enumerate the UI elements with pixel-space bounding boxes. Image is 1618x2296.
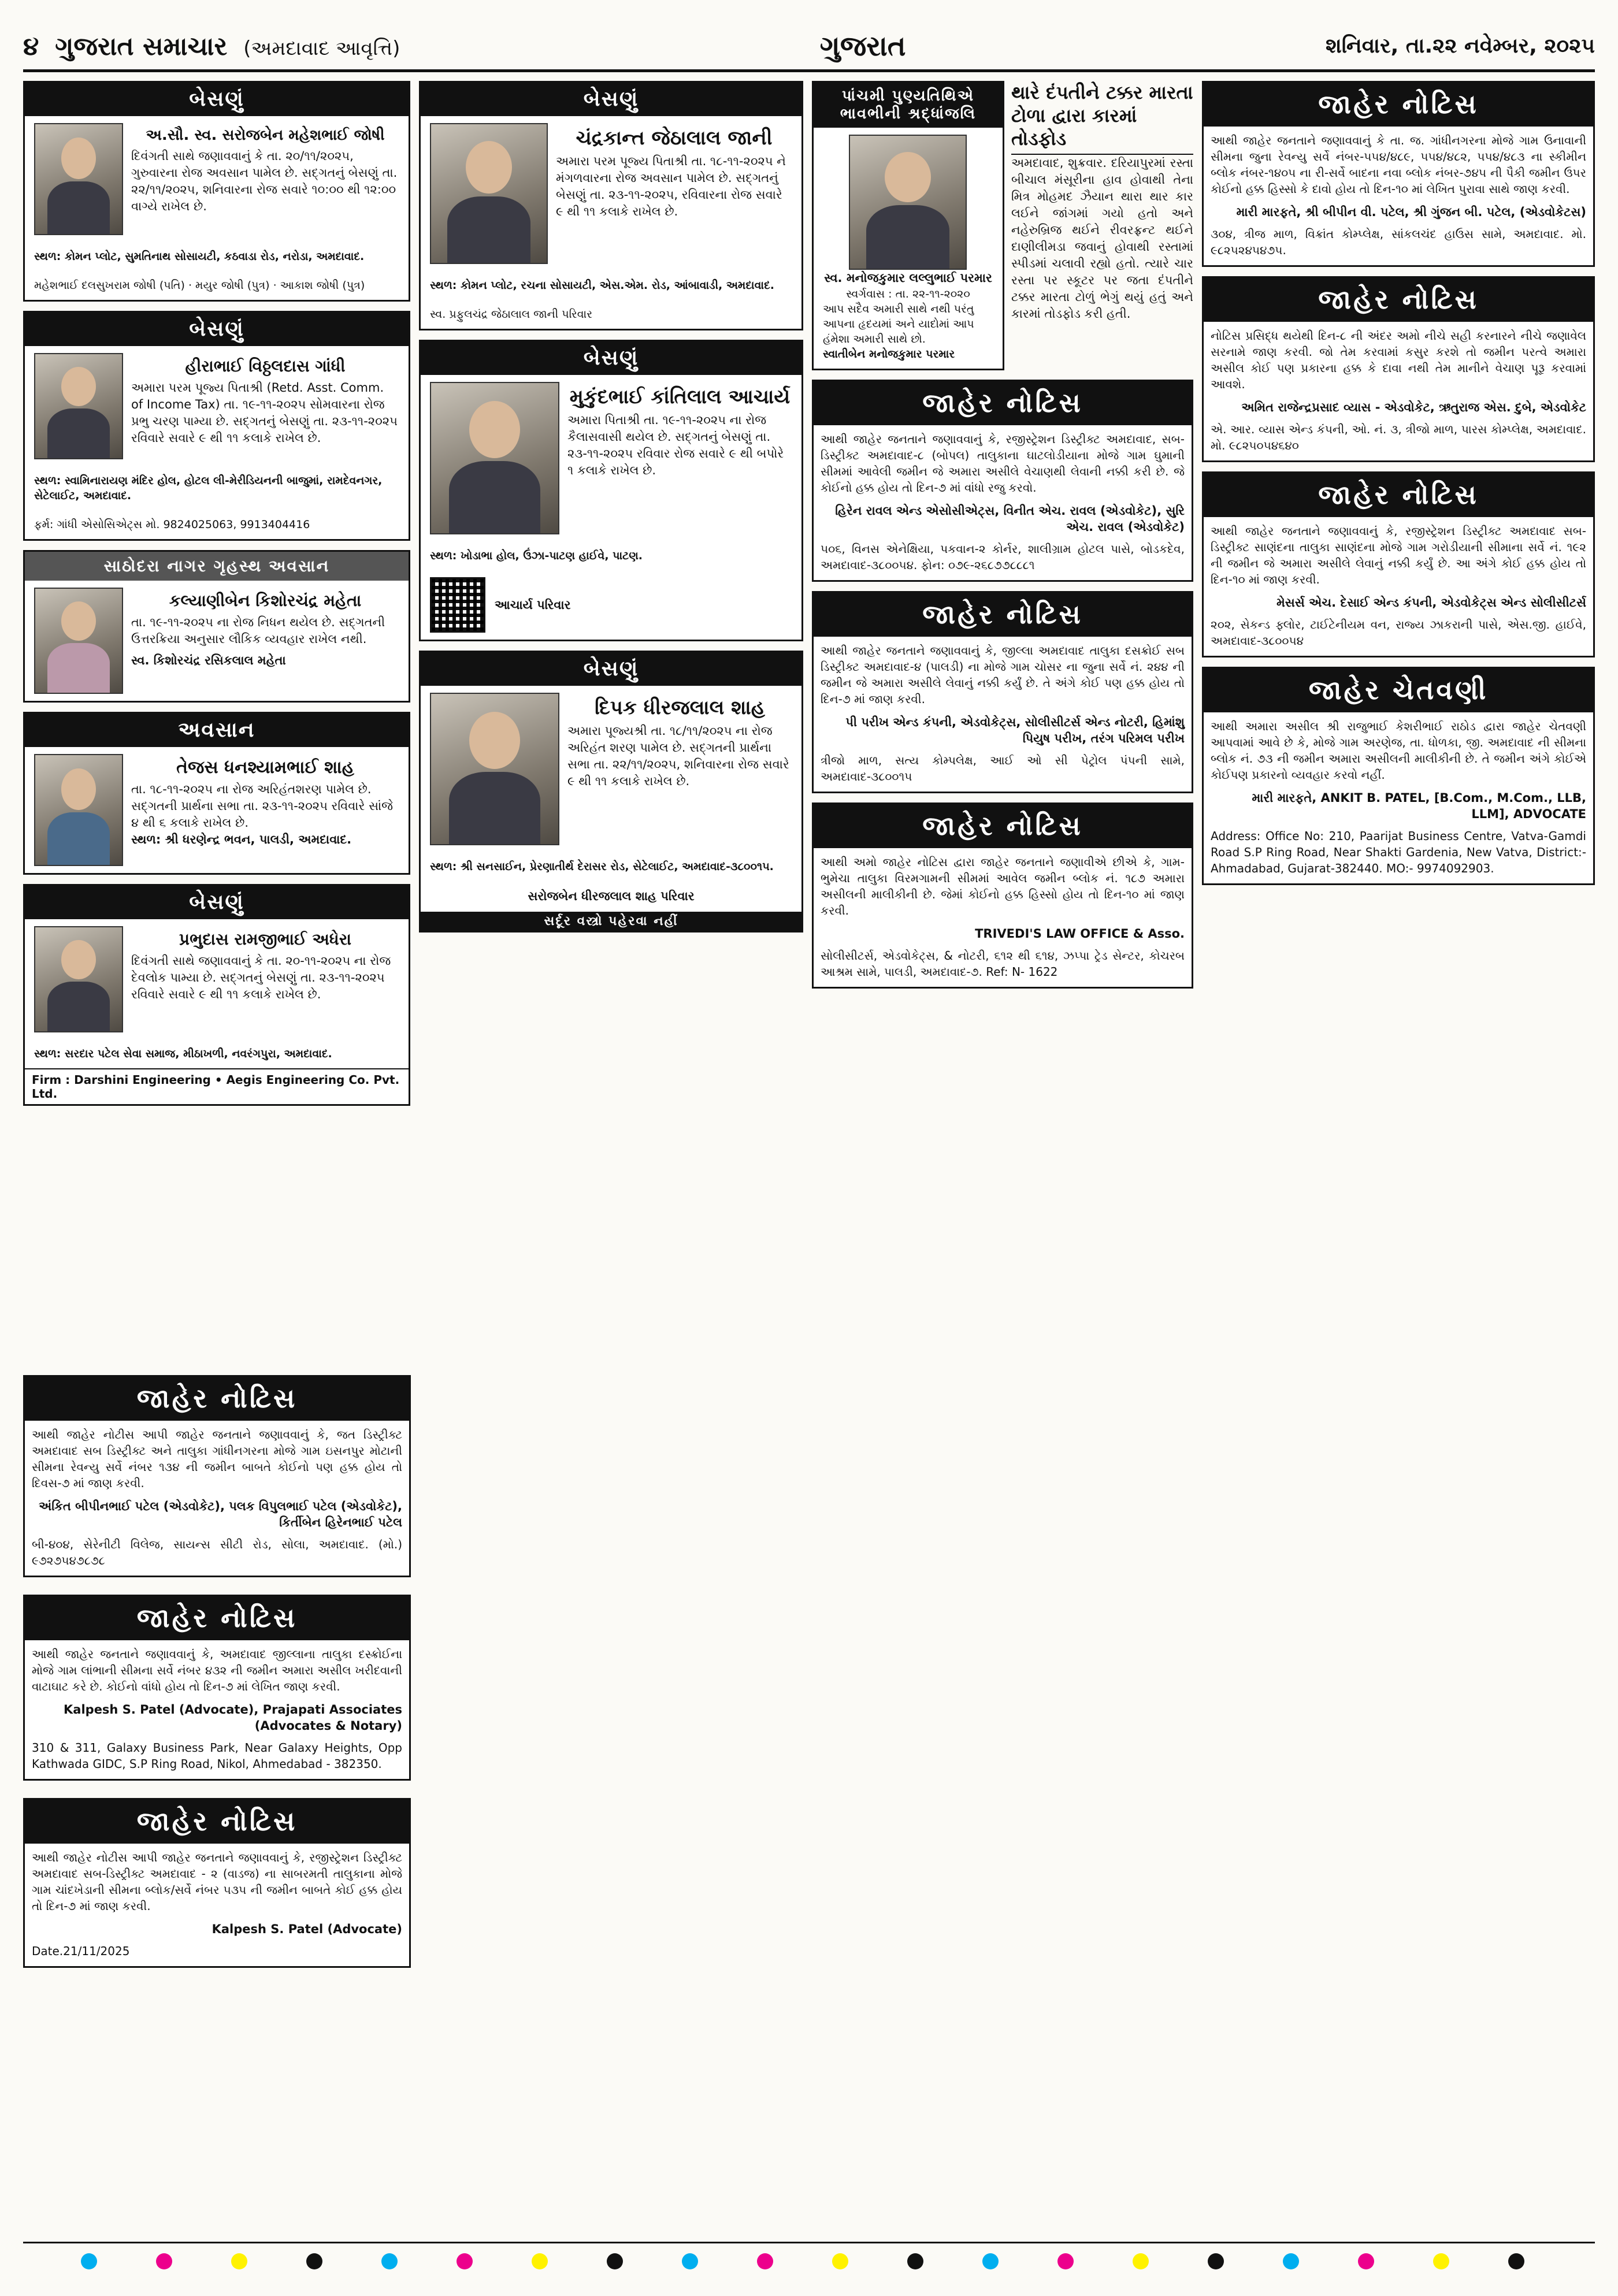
notice-title: જાહેર નોટિસ xyxy=(1204,278,1593,322)
notice-body: આથી જાહેર જનતાને જણાવવાનું કે, જીલ્લા અમદાવાદ તાલુકા દસક્રોઈ સબ ડિસ્ટ્રીક્ટ અમદાવાદ-૪ (પાલડી) ના મોજે ગામ ચોસર ના જુના સર્વે નં. ૨૪૪ ની જમીન જે અમારા અસીલે લેવાનું નક્કી કર્યું છે. તે અંગે કોઈ પણ હક્ક હોય તો દિન-૭ માં જાણ કરવી. xyxy=(821,644,1185,706)
registration-dot xyxy=(1133,2253,1149,2269)
registration-dot xyxy=(231,2253,247,2269)
public-notice xyxy=(812,591,1193,793)
notice-body: આથી જાહેર નોટીસ આપી જાહેર જનતાને જણાવવાનું કે, જત ડિસ્ટ્રીક્ટ અમદાવાદ સબ ડિસ્ટ્રીક્ટ અને તાલુકા ગાંધીનગરના મોજે ગામ ઇસનપુર મોટાની સીમના રેવન્યુ સર્વે નંબર ૧૩૪ ની જમીન બાબતે કોઈનો પણ હક્ક હોય તો દિવસ-૭ માં જાણ કરવી. xyxy=(32,1428,402,1490)
obituary-venue: સ્થળ: સ્વામિનારાયણ મંદિર હોલ, હોટલ લી-મેરીડિયનની બાજુમાં, રામદેવનગર, સેટેલાઈટ, અમદાવાદ. xyxy=(34,474,383,502)
obituary-name: કલ્યાણીબેન કિશોરચંદ્ર મહેતા xyxy=(169,591,362,610)
registration-dot xyxy=(1208,2253,1224,2269)
registration-dot xyxy=(1508,2253,1524,2269)
notice-title: જાહેર નોટિસ xyxy=(25,1596,409,1640)
obituary-family: સરોજબેન ધીરજલાલ શાહ પરિવાર xyxy=(528,889,695,903)
tribute-dates: સ્વર્ગવાસ : તા. ૨૨-૧૧-૨૦૨૦ xyxy=(846,288,970,300)
registration-dot xyxy=(457,2253,473,2269)
notice-body: આથી જાહેર નોટીસ આપી જાહેર જનતાને જણાવવાનું કે, રજીસ્ટ્રેશન ડિસ્ટ્રીક્ટ અમદાવાદ સબ-ડિસ્ટ્રીક્ટ અમદાવાદ - ૨ (વાડજ) ના સાબરમતી તાલુકાના મોજે ગામ ચાંદખેડાની સીમના બ્લોક/સર્વે નંબર ૫૩૫ ની જમીન બાબતે કોઈ હક્ક હોય તો દિન-૭ માં જાણ કરવી. xyxy=(32,1851,402,1913)
obituary-card xyxy=(419,340,803,641)
registration-dot xyxy=(532,2253,548,2269)
notice-address: એ. આર. વ્યાસ એન્ડ કંપની, ઓ. નં. ૩, ત્રીજો માળ, પારસ કોમ્પ્લેક્ષ, અમદાવાદ. મો. ૯૮૨૫૦૫૪૬૪૦ xyxy=(1211,422,1586,452)
obituary-banner: બેસણું xyxy=(25,886,409,919)
registration-dot xyxy=(1283,2253,1299,2269)
obituary-venue: સ્થળ: શ્રી સનસાઈન, પ્રેરણાતીર્થ દેરાસર રોડ, સેટેલાઈટ, અમદાવાદ-૩૮૦૦૧૫. xyxy=(430,860,774,873)
registration-dot xyxy=(1433,2253,1449,2269)
obituary-text: અમારા પૂજ્યશ્રી તા. ૧૮/૧૧/૨૦૨૫ ના રોજ અરિહંત શરણ પામેલ છે. સદ્ગતની પ્રાર્થના સભા તા. ૨૨/૧૧/૨૦૨૫, શનિવારના રોજ સવારે ૯ થી ૧૧ કલાકે રાખેલ છે. xyxy=(567,724,789,788)
obituary-family: આચાર્ય પરિવાર xyxy=(495,597,571,612)
bottom-notices xyxy=(23,1375,803,1977)
portrait-photo xyxy=(430,382,559,534)
obituary-text: તા. ૧૮-૧૧-૨૦૨૫ ના રોજ અરિહંતશરણ પામેલ છે. સદ્ગતની પ્રાર્થના સભા તા. ૨૩-૧૧-૨૦૨૫ રવિવારે સાંજે ૪ થી ૬ કલાકે રાખેલ છે. xyxy=(131,782,394,830)
notice-signature: હિરેન રાવલ એન્ડ એસોસીએટ્સ, વિનીત એચ. રાવલ (એડવોકેટ), સુરિ એચ. રાવલ (એડવોકેટ) xyxy=(835,504,1185,534)
registration-dot xyxy=(81,2253,97,2269)
notice-signature: TRIVEDI'S LAW OFFICE & Asso. xyxy=(975,927,1185,941)
obituary-firm: Firm : Darshini Engineering • Aegis Engineering Co. Pvt. Ltd. xyxy=(25,1068,409,1104)
footer-rule xyxy=(23,2242,1595,2243)
public-notice xyxy=(1202,471,1595,657)
portrait-photo xyxy=(34,123,123,235)
notice-body: આથી જાહેર જનતાને જણાવવાનું કે તા. જ. ગાંધીનગરના મોજે ગામ ઉનાવાની સીમના જુના રેવન્યુ સર્વે નંબર-૫૫૪/૪૮૯, ૫૫૪/૪૮૨, ૫૫૪/૪૮૩ ના સ્કીમીન બ્લોક નંબર-૧૪૦૫ ના રી-સર્વે બાદના નવા બ્લોક નંબર-૭૪૫ ની પૈકી જમીન ઉપર કોઈનો હક્ક હિસ્સો કે દાવો હોય તો દિન-૧૦ માં લેખિત પુરાવા સાથે જાણ કરવી. xyxy=(1211,133,1586,196)
obituary-card xyxy=(419,81,803,330)
news-article xyxy=(1011,81,1193,380)
notice-address: ૫૦૬, વિનસ એનેક્ષિયા, પકવાન-૨ કોર્નર, શાલીગ્રામ હોટલ પાસે, બોડકદેવ, અમદાવાદ-૩૮૦૦૫૪. ફોન: ૦૭૯-૨૬૮૭૭૮૮૮૧ xyxy=(821,542,1185,572)
notice-title: જાહેર નોટિસ xyxy=(814,804,1192,848)
obituary-venue: સ્થળ: સરદાર પટેલ સેવા સમાજ, મીઠાખળી, નવરંગપુરા, અમદાવાદ. xyxy=(34,1047,332,1060)
registration-dot xyxy=(982,2253,999,2269)
obituary-banner: બેસણું xyxy=(25,83,409,116)
public-notice xyxy=(1202,667,1595,885)
registration-dot xyxy=(381,2253,398,2269)
page-header xyxy=(23,23,1595,72)
notice-title: જાહેર નોટિસ xyxy=(814,381,1192,425)
obituary-banner: સાઠોદરા નાગર ગૃહસ્થ અવસાન xyxy=(25,552,409,581)
column-three xyxy=(812,81,1193,998)
tribute-text: આપ સદૈવ અમારી સાથે નથી પરંતુ આપના હૃદયમાં અને યાદોમાં આપ હંમેશા અમારી સાથે છો. xyxy=(823,303,974,345)
obituary-banner: અવસાન xyxy=(25,714,409,747)
notice-address: ૨૦૨, સેકન્ડ ફ્લોર, ટાઈટેનીયમ વન, રાજ્ય ઝાકરાની પાસે, એસ.જી. હાઈવે, અમદાવાદ-૩૮૦૦૫૪ xyxy=(1211,618,1586,648)
obituary-column-left xyxy=(23,81,410,1115)
portrait-photo xyxy=(430,693,559,845)
paper-name: ગુજરાત સમાચાર xyxy=(55,31,228,61)
obituary-name: અ.સૌ. સ્વ. સરોજબેન મહેશભાઈ જોષી xyxy=(146,127,385,144)
registration-dot xyxy=(907,2253,923,2269)
obituary-name: દિપક ધીરજલાલ શાહ xyxy=(595,696,765,719)
notice-title: જાહેર નોટિસ xyxy=(814,593,1192,637)
notice-signature: મેસર્સ એચ. દેસાઈ એન્ડ કંપની, એડવોકેટ્સ એન્ડ સોલીસીટર્સ xyxy=(1276,596,1586,610)
header-left xyxy=(23,32,400,61)
notice-address: 310 & 311, Galaxy Business Park, Near Galaxy Heights, Opp Kathwada GIDC, S.P Ring Road, Nikol, Ahmedabad - 382350. xyxy=(32,1741,402,1771)
qr-code-icon xyxy=(430,577,485,633)
portrait-photo xyxy=(34,926,123,1032)
obituary-venue: સ્થળ: કોમન પ્લોટ, સુમતિનાથ સોસાયટી, કઠવાડા રોડ, નરોડા, અમદાવાદ. xyxy=(34,250,365,263)
notice-title: જાહેર નોટિસ xyxy=(25,1377,409,1421)
tribute-banner: પાંચમી પુણ્યતિથિએ ભાવભીની શ્રદ્ધાંજલિ xyxy=(814,83,1003,128)
registration-dot xyxy=(757,2253,773,2269)
section-title: ગુજરાત xyxy=(819,29,906,62)
obituary-footer: સર્દૂર વસ્ત્રો પહેરવા નહીં xyxy=(421,912,801,931)
notice-body: આથી અમારા અસીલ શ્રી રાજુભાઈ કેશરીભાઈ રાઠોડ દ્વારા જાહેર ચેતવણી આપવામાં આવે છે કે, મોજે ગામ અરણેજ, તા. ધોળકા, જી. અમદાવાદ ની સીમના બ્લોક નં. ૭૩ ની જમીન અમારા અસીલની માલીકીની છે. તે જમીન અંગે કોઈએ કોઈપણ પ્રકારનો વ્યવહાર કરવો નહીં. xyxy=(1211,719,1586,782)
notice-body: આથી જાહેર જનતાને જણાવવાનું કે, અમદાવાદ જીલ્લાના તાલુકા દસ્ક્રોઈના મોજે ગામ લાંભાની સીમના સર્વે નંબર ૪૩૨ ની જમીન અમારા અસીલ ખરીદવાની વાટાઘાટ કરે છે. કોઈનો વાંધો હોય તો દિન-૭ માં લેખિત જાણ કરવી. xyxy=(32,1647,402,1693)
notice-body: આથી જાહેર જનતાને જણાવવાનું કે, રજીસ્ટ્રેશન ડિસ્ટ્રીક્ટ અમદાવાદ સબ-ડિસ્ટ્રીક્ટ સાણંદના તાલુકા સાણંદના મોજે ગામ ગરોડીયાની સીમાના સર્વે નં. ૧૯૨ ની જમીન જે અમારા અસીલે લેવાનું નક્કી કર્યું છે. આ અંગે કોઈ હક્ક હોય તો દિન-૧૦ માં જાણ કરવી. xyxy=(1211,524,1586,586)
obituary-text: અમારા પિતાશ્રી તા. ૧૯-૧૧-૨૦૨૫ ના રોજ કૈલાસવાસી થયેલ છે. સદ્ગતનું બેસણું તા. ૨૩-૧૧-૨૦૨૫ રવિવાર રોજ સવારે ૯ થી બપોરે ૧ કલાકે રાખેલ છે. xyxy=(567,413,784,477)
notice-signature: અમિત રાજેન્દ્રપ્રસાદ વ્યાસ - એડવોકેટ, ઋતુરાજ એસ. દુબે, એડવોકેટ xyxy=(1241,400,1586,414)
obituary-banner: બેસણું xyxy=(421,83,801,116)
obituary-name: તેજસ ધનશ્યામભાઈ શાહ xyxy=(176,757,354,778)
public-notice xyxy=(812,380,1193,582)
obituary-column-center xyxy=(419,81,803,942)
tribute-name: સ્વ. મનોજકુમાર લલ્લુભાઈ પરમાર xyxy=(824,271,992,285)
notice-address: Address: Office No: 210, Paarijat Business Centre, Vatva-Gamdi Road S.P Ring Road, Near Shakti Gardenia, New Vatva, District:-Ahmadabad, Gujarat-382440. MO:- 9974092903. xyxy=(1211,829,1586,875)
public-notice xyxy=(23,1595,411,1781)
tribute-card xyxy=(812,81,1004,370)
notice-title: જાહેર ચેતવણી xyxy=(1204,668,1593,712)
page-number: ૪ xyxy=(23,31,39,61)
notice-address: ૩૦૪, ત્રીજ માળ, વિક્રાંત કોમ્પ્લેક્ષ, સાંકલચંદ હાઉસ સામે, અમદાવાદ. મો. ૯૮૨૫૨૪૫૪૭૫. xyxy=(1211,227,1586,257)
portrait-photo xyxy=(34,353,123,459)
obituary-venue: સ્થળ: કોમન પ્લોટ, રચના સોસાયટી, એસ.એમ. રોડ, આંબાવાડી, અમદાવાદ. xyxy=(430,279,774,292)
obituary-card xyxy=(419,651,803,932)
notice-signature: મારી મારફતે, ANKIT B. PATEL, [B.Com., M.Com., LLB, LLM], ADVOCATE xyxy=(1252,791,1586,821)
notice-address: બી-૪૦૪, સેરેનીટી વિલેજ, સાયન્સ સીટી રોડ, સોલા, અમદાવાદ. (મો.) ૯૭૨૭૫૪૭૮૭૮ xyxy=(32,1537,402,1567)
header-date: શનિવાર, તા.૨૨ નવેમ્બર, ૨૦૨૫ xyxy=(1326,34,1595,58)
obituary-contact: ફર્મ: ગાંધી એસોસિએટ્સ મો. 9824025063, 9913404416 xyxy=(34,518,310,531)
tribute-family: સ્વાતીબેન મનોજકુમાર પરમાર xyxy=(823,348,955,361)
public-notice xyxy=(1202,276,1595,462)
notice-address: ત્રીજો માળ, સત્ય કોમ્પલેક્ષ, આઈ ઓ સી પેટ્રોલ પંપની સામે, અમદાવાદ-૩૮૦૦૧૫ xyxy=(821,753,1185,783)
obituary-name: ચંદ્રકાન્ત જેઠાલાલ જાની xyxy=(576,127,773,150)
registration-dot xyxy=(832,2253,848,2269)
news-headline: થારે દંપતીને ટક્કર મારતા ટોળા દ્વારા કારમાં તોડફોડ xyxy=(1011,81,1193,155)
portrait-photo xyxy=(34,754,123,866)
obituary-name: હીરાભાઈ વિઠ્ઠલદાસ ગાંધી xyxy=(185,356,346,376)
obituary-venue: સ્થળ: ખોડાભા હોલ, ઉંઝા-પાટણ હાઈવે, પાટણ. xyxy=(430,549,643,562)
public-notice xyxy=(23,1375,411,1577)
registration-dot xyxy=(156,2253,172,2269)
obituary-card xyxy=(23,884,410,1106)
obituary-family: સ્વ. પ્રફુલચંદ્ર જેઠાલાલ જાની પરિવાર xyxy=(430,308,593,321)
notice-signature: પી પરીખ એન્ડ કંપની, એડવોકેટ્સ, સોલીસીટર્સ એન્ડ નોટરી, હિમાંશુ પિયુષ પરીખ, તરંગ પરિમલ પરીખ xyxy=(845,715,1185,745)
notice-signature: અંકિત બીપીનભાઈ પટેલ (એડવોકેટ), પલક વિપુલભાઈ પટેલ (એડવોકેટ), કિર્તીબેન હિરેનભાઈ પટેલ xyxy=(39,1499,402,1529)
obituary-name: મુકુંદભાઈ કાંતિલાલ આચાર્ય xyxy=(569,385,791,408)
notice-address: Date.21/11/2025 xyxy=(32,1944,130,1958)
news-body: અમદાવાદ, શુક્રવાર. દરિયાપુરમાં રસ્તા બીચાલ મંસૂરીના હાવ હોવાથી તેના મિત્ર મોહમદ ઝૈયાન થારા થાર કાર લઈને જાંગમાં ગયો હતો અને નહેરુબ્રિજ થઈને રીવરફ્રન્ટ થઈને દાણીલીમડા જવાનું હોવાથી રસ્તામાં સ્પીડમાં ચલાવી રહ્યો હતો. ત્યારે ચાર રસ્તા પર સ્કૂટર પર જતા દંપતીને ટક્કર મારતા ટોળું ભેગું થયું હતું અને કારમાં તોડફોડ કરી હતી. xyxy=(1011,156,1193,321)
obituary-banner: બેસણું xyxy=(421,341,801,375)
obituary-card xyxy=(23,550,410,703)
notice-signature: Kalpesh S. Patel (Advocate), Prajapati Associates (Advocates & Notary) xyxy=(64,1703,402,1733)
obituary-card xyxy=(23,311,410,541)
portrait-photo xyxy=(849,135,967,270)
obituary-text: દિવંગતી સાથે જણાવવાનું કે તા. ૨૦-૧૧-૨૦૨૫ ના રોજ દેવલોક પામ્યા છે. સદ્ગતનું બેસણું તા. ૨૩-૧૧-૨૦૨૫ રવિવારે સવારે ૯ થી ૧૧ કલાકે રાખેલ છે. xyxy=(131,954,391,1001)
obituary-banner: બેસણું xyxy=(25,313,409,346)
notice-title: જાહેર નોટિસ xyxy=(25,1800,409,1844)
obituary-name: પ્રભુદાસ રામજીભાઈ અધેરા xyxy=(179,930,352,949)
notice-title: જાહેર નોટિસ xyxy=(1204,83,1593,127)
obituary-text: અમારા પરમ પૂજ્ય પિતાશ્રી તા. ૧૮-૧૧-૨૦૨૫ ને મંગળવારના રોજ અવસાન પામેલ છે. સદ્ગતનું બેસણું તા. ૨૩-૧૧-૨૦૨૫, રવિવારના રોજ સવારે ૯ થી ૧૧ કલાકે રાખેલ છે. xyxy=(556,154,786,218)
obituary-venue: સ્થળ: શ્રી ધરણેન્દ્ર ભવન, પાલડી, અમદાવાદ. xyxy=(131,833,352,846)
notice-body: આથી અમો જાહેર નોટિસ દ્વારા જાહેર જનતાને જણાવીએ છીએ કે, ગામ-ભુમેચા તાલુકા વિરમગામની સીમમાં આવેલ જમીન બ્લોક નં. ૧૮૭ અમારા અસીલની માલીકીની છે. જેમાં કોઈનો હક્ક હિસ્સો હોય તો દિન-૧૦ માં જાણ કરવી. xyxy=(821,855,1185,917)
portrait-photo xyxy=(34,588,123,694)
notice-address: સોલીસીટર્સ, એડવોકેટ્સ, & નોટરી, ૬૧૨ થી ૬૧૪, ઝપ્પા ટ્રેડ સેન્ટર, કોચરબ આશ્રમ સામે, પાલડી, અમદાવાદ-૭. Ref: N- 1622 xyxy=(821,949,1185,979)
column-four xyxy=(1202,81,1595,894)
edition: (અમદાવાદ આવૃત્તિ) xyxy=(243,36,400,60)
obituary-family: મહેશભાઈ દલસુખરામ જોષી (પતિ) · મયુર જોષી (પુત્ર) · આકાશ જોષી (પુત્ર) xyxy=(34,279,365,292)
obituary-family: સ્વ. કિશોરચંદ્ર રસિકલાલ મહેતા xyxy=(131,653,286,667)
obituary-banner: બેસણું xyxy=(421,652,801,686)
obituary-text: દિવંગતી સાથે જણાવવાનું કે તા. ૨૦/૧૧/૨૦૨૫, ગુરુવારના રોજ અવસાન પામેલ છે. સદ્ગતનું બેસણું તા. ૨૨/૧૧/૨૦૨૫, શનિવારના રોજ સવારે ૧૦:૦૦ થી ૧૨:૦૦ વાગ્યે રાખેલ છે. xyxy=(131,149,398,213)
public-notice xyxy=(1202,81,1595,267)
notice-body: નોટિસ પ્રસિદ્ધ થયેથી દિન-૮ ની અંદર અમો નીચે સહી કરનારને નીચે જણાવેલ સરનામે જાણ કરવી. જો તેમ કરવામાં કસુર કરશે તો જમીન પરત્વે અમારા અસીલ કોઈ પણ પ્રકારના હક્ક કે દાવા નથી તેમ માનીને વેચાણ પૂરૂ કરવામાં આવશે. xyxy=(1211,329,1586,391)
public-notice xyxy=(812,803,1193,989)
notice-signature: Kalpesh S. Patel (Advocate) xyxy=(211,1922,402,1936)
portrait-photo xyxy=(430,123,548,264)
registration-dot xyxy=(306,2253,322,2269)
obituary-text: તા. ૧૯-૧૧-૨૦૨૫ ના રોજ નિધન થયેલ છે. સદ્ગતની ઉત્તરક્રિયા અનુસાર લૌકિક વ્યવહાર રાખેલ નથી. xyxy=(131,615,385,646)
registration-dot xyxy=(607,2253,623,2269)
notice-signature: મારી મારફતે, શ્રી બીપીન વી. પટેલ, શ્રી ગુંજન બી. પટેલ, (એડવોકેટસ) xyxy=(1236,205,1586,219)
obituary-text: અમારા પરમ પૂજ્ય પિતાશ્રી (Retd. Asst. Comm. of Income Tax) તા. ૧૯-૧૧-૨૦૨૫ સોમવારના રોજ પ્રભુ ચરણ પામ્યા છે. સદ્ગતનું બેસણું તા. ૨૩-૧૧-૨૦૨૫ રવિવારે સવારે ૯ થી ૧૧ કલાકે રાખેલ છે. xyxy=(131,381,398,445)
obituary-card xyxy=(23,81,410,302)
notice-body: આથી જાહેર જનતાને જણાવવાનું કે, રજીસ્ટ્રેશન ડિસ્ટ્રીક્ટ અમદાવાદ, સબ-ડિસ્ટ્રીક્ટ અમદાવાદ-૮ (બોપલ) તાલુકાના ઘાટલોડીયાના મોજે ગામ ઘુમાની સીમમાં આવેલી જમીન જે અમારા અસીલે વેચાણથી લેવાની નક્કી કરી છે. જે કોઈનો હક્ક હોય તો દિન-૭ માં વાંધો રજુ કરવો. xyxy=(821,432,1185,495)
public-notice xyxy=(23,1798,411,1968)
obituary-card xyxy=(23,712,410,875)
registration-dot xyxy=(682,2253,698,2269)
notice-title: જાહેર નોટિસ xyxy=(1204,473,1593,517)
registration-dot xyxy=(1057,2253,1074,2269)
registration-dot xyxy=(1358,2253,1374,2269)
